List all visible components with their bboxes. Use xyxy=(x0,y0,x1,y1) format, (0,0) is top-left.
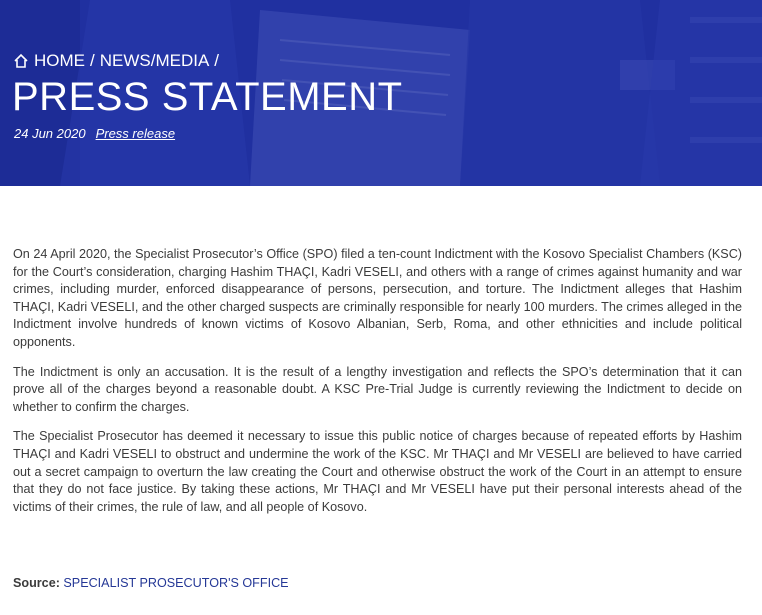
source-line xyxy=(13,576,289,590)
article-paragraph: The Specialist Prosecutor has deemed it necessary to issue this public notice of charges because of repeated efforts by Hashim THAÇI and Kadri VESELI to obstruct and undermine the work of the KSC. Mr THAÇI and Mr VESELI are believed to have carried out a secret campaign to overturn the law creating the Court and otherwise obstruct the work of the Court in an attempt to ensure that they do not face justice. By taking these actions, Mr THAÇI and Mr VESELI have put their personal interests ahead of the victims of their crimes, the rule of law, and all people of Kosovo. xyxy=(13,429,742,514)
article-paragraph: On 24 April 2020, the Specialist Prosecutor’s Office (SPO) filed a ten-count Indictment with the Kosovo Specialist Chambers (KSC) for the Court’s consideration, charging Hashim THAÇI, Kadri VESELI, and others with a range of crimes against humanity and war crimes, including murder, enforced disappearance of persons, persecution, and torture. The Indictment alleges that Hashim THAÇI, Kadri VESELI, and the other charged suspects are criminally responsible for nearly 100 murders. The crimes alleged in the Indictment involve hundreds of known victims of Kosovo Albanian, Serb, Roma, and other ethnicities and include political opponents. xyxy=(13,247,742,349)
article-body xyxy=(13,246,742,528)
breadcrumb-home-link[interactable]: HOME xyxy=(34,51,85,70)
source-link[interactable]: SPECIALIST PROSECUTOR'S OFFICE xyxy=(63,576,289,590)
home-icon[interactable] xyxy=(13,53,29,69)
hero-banner xyxy=(0,0,762,186)
publish-date: 24 Jun 2020 xyxy=(14,126,86,141)
breadcrumb xyxy=(13,51,219,71)
breadcrumb-separator: / xyxy=(214,51,220,70)
article-meta xyxy=(14,126,175,141)
category-link[interactable]: Press release xyxy=(95,126,176,141)
breadcrumb-news-link[interactable]: NEWS/MEDIA xyxy=(99,51,210,70)
breadcrumb-separator: / xyxy=(90,51,95,70)
source-label: Source: xyxy=(13,576,60,590)
page-title: PRESS STATEMENT xyxy=(12,75,403,119)
article-paragraph: The Indictment is only an accusation. It is the result of a lengthy investigation and reflects the SPO’s determination that it can prove all of the charges beyond a reasonable doubt. A KSC Pre-Trial Judge is currently reviewing the Indictment to decide on whether to confirm the charges. xyxy=(13,364,742,414)
